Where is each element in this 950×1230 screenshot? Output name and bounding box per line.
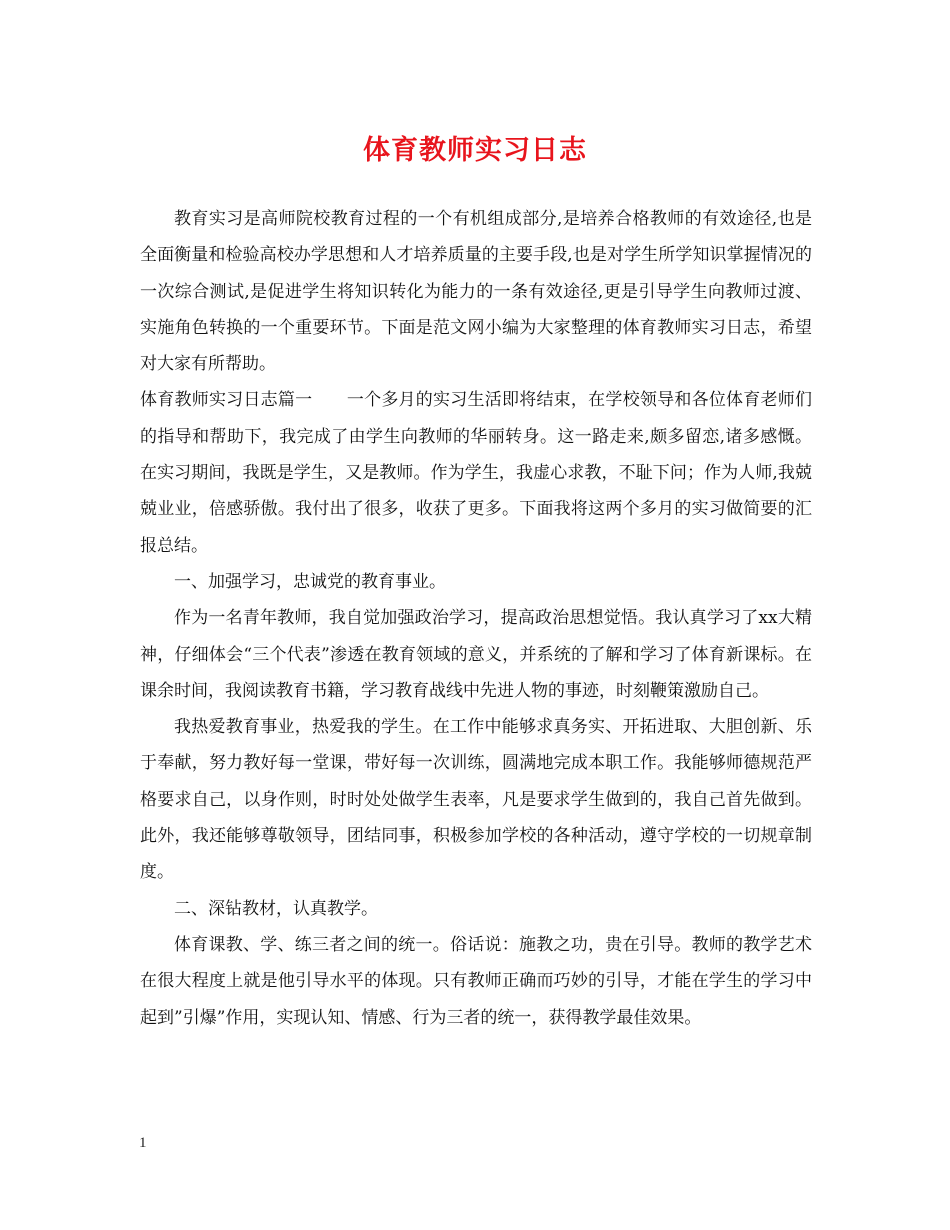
- section-heading-teaching: 二、深钻教材，认真教学。: [174, 898, 378, 919]
- document-title: 体育教师实习日志: [363, 135, 587, 166]
- section-heading-study: 一、加强学习，忠诚党的教育事业。: [174, 571, 446, 592]
- page-number: 1: [139, 1135, 147, 1151]
- document-body: [140, 201, 812, 1036]
- paragraph-love-of-teaching: 我热爱教育事业，热爱我的学生。在工作中能够求真务实、开拓进取、大胆创新、乐于奉献，努力教好每一堂课，带好每一次训练，圆满地完成本职工作。我能够师德规范严格要求自己，以身作则，时时处处做学生表率，凡是要求学生做到的，我自己首先做到。此外，我还能够尊敬领导，团结同事，积极参加学校的各种活动，遵守学校的一切规章制度。: [140, 717, 812, 883]
- paragraph-teaching-guidance: 体育课教、学、练三者之间的统一。俗话说：施教之功，贵在引导。教师的教学艺术在很大程度上就是他引导水平的体现。只有教师正确而巧妙的引导，才能在学生的学习中起到”引爆”作用，实现认知、情感、行为三者的统一，获得教学最佳效果。: [140, 934, 812, 1028]
- paragraph-intro: 教育实习是高师院校教育过程的一个有机组成部分,是培养合格教师的有效途径,也是全面衡量和检验高校办学思想和人才培养质量的主要手段,也是对学生所学知识掌握情况的一次综合测试,是促进学生将知识转化为能力的一条有效途径,更是引导学生向教师过渡、实施角色转换的一个重要环节。下面是范文网小编为大家整理的体育教师实习日志，希望对大家有所帮助。: [140, 209, 812, 375]
- paragraph-political-study: 作为一名青年教师，我自觉加强政治学习，提高政治思想觉悟。我认真学习了xx大精神，仔细体会“三个代表”渗透在教育领域的意义，并系统的了解和学习了体育新课标。在课余时间，我阅读教育书籍，学习教育战线中先进人物的事迹，时刻鞭策激励自己。: [140, 608, 812, 701]
- paragraph-part-one: 体育教师实习日志篇一 一个多月的实习生活即将结束，在学校领导和各位体育老师们的指导和帮助下，我完成了由学生向教师的华丽转身。这一路走来,颇多留恋,诸多感慨。在实习期间，我既是学生，又是教师。作为学生，我虚心求教，不耻下问；作为人师,我兢兢业业，倍感骄傲。我付出了很多，收获了更多。下面我将这两个多月的实习做简要的汇报总结。: [140, 390, 812, 556]
